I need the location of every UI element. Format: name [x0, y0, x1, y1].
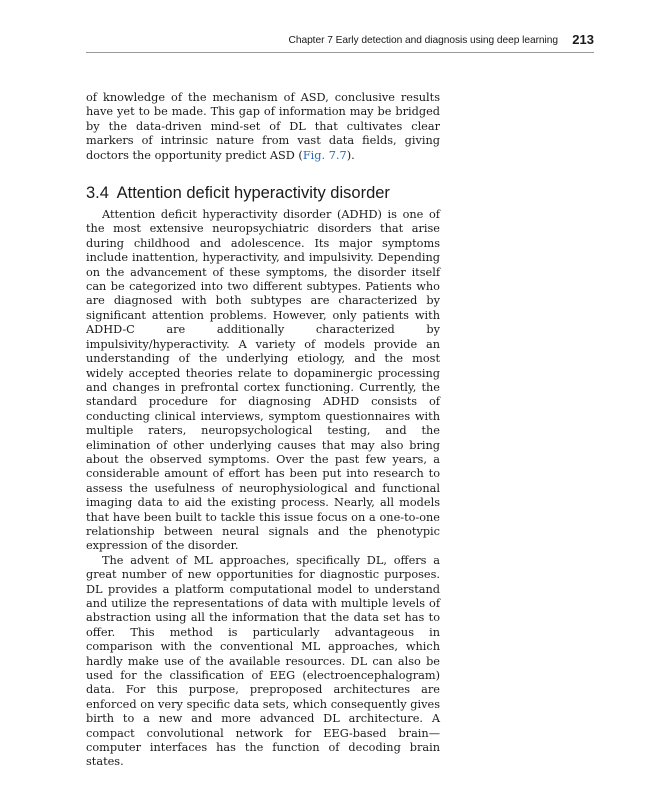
running-title: Chapter 7 Early detection and diagnosis using deep learning: [288, 35, 558, 46]
intro-paragraph: [86, 91, 440, 163]
intro-text-end: ).: [346, 148, 355, 162]
section-heading: [86, 183, 440, 203]
body-paragraph: The advent of ML approaches, specifically DL, offers a great number of new opportunities for diagnostic purposes. DL provides a platform computational model to understand and utilize the representations of data with multiple levels of abstraction using all the information that the data set has to offer. This method is particularly advantageous in comparison with the conventional ML approaches, which hardly make use of the available resources. DL can also be used for the classification of EEG (electroencephalogram) data. For this purpose, preproposed architectures are enforced on very specific data sets, which consequently gives birth to a new and more advanced DL architecture. A compact convolutional network for EEG-based brain—computer interfaces has the function of decoding brain states.: [86, 553, 440, 769]
section-title: Attention deficit hyperactivity disorder: [116, 184, 390, 203]
page-number: 213: [572, 32, 594, 47]
body-paragraph: Attention deficit hyperactivity disorder (ADHD) is one of the most extensive neuropsychiatric disorders that arise during childhood and adolescence. Its major symptoms include inattention, hyperactivity, and impulsivity. Depending on the advancement of these symptoms, the disorder itself can be categorized into two different subtypes. Patients who are diagnosed with both subtypes are characterized by significant attention problems. However, only patients with ADHD-C are additionally characterized by impulsivity/hyperactivity. A variety of models provide an understanding of the underlying etiology, and the most widely accepted theories relate to dopaminergic processing and changes in prefrontal cortex functioning. Currently, the standard procedure for diagnosing ADHD consists of conducting clinical interviews, symptom questionnaires with multiple raters, neuropsychological testing, and the elimination of other underlying causes that may also bring about the observed symptoms. Over the past few years, a considerable amount of effort has been put into research to assess the usefulness of neurophysiological and functional imaging data to aid the existing process. Nearly, all models that have been built to tackle this issue focus on a one-to-one relationship between neural signals and the phenotypic expression of the disorder.: [86, 208, 440, 553]
page-body: [86, 91, 440, 770]
intro-text: of knowledge of the mechanism of ASD, conclusive results have yet to be made. This gap of information may be bridged by the data-driven mind-set of DL that cultivates clear markers of intrinsic nature from vast data fields, giving doctors the opportunity predict ASD (: [86, 91, 440, 162]
section-number: 3.4: [86, 184, 109, 203]
page-header: [86, 32, 594, 53]
figure-link[interactable]: Fig. 7.7: [302, 148, 347, 162]
